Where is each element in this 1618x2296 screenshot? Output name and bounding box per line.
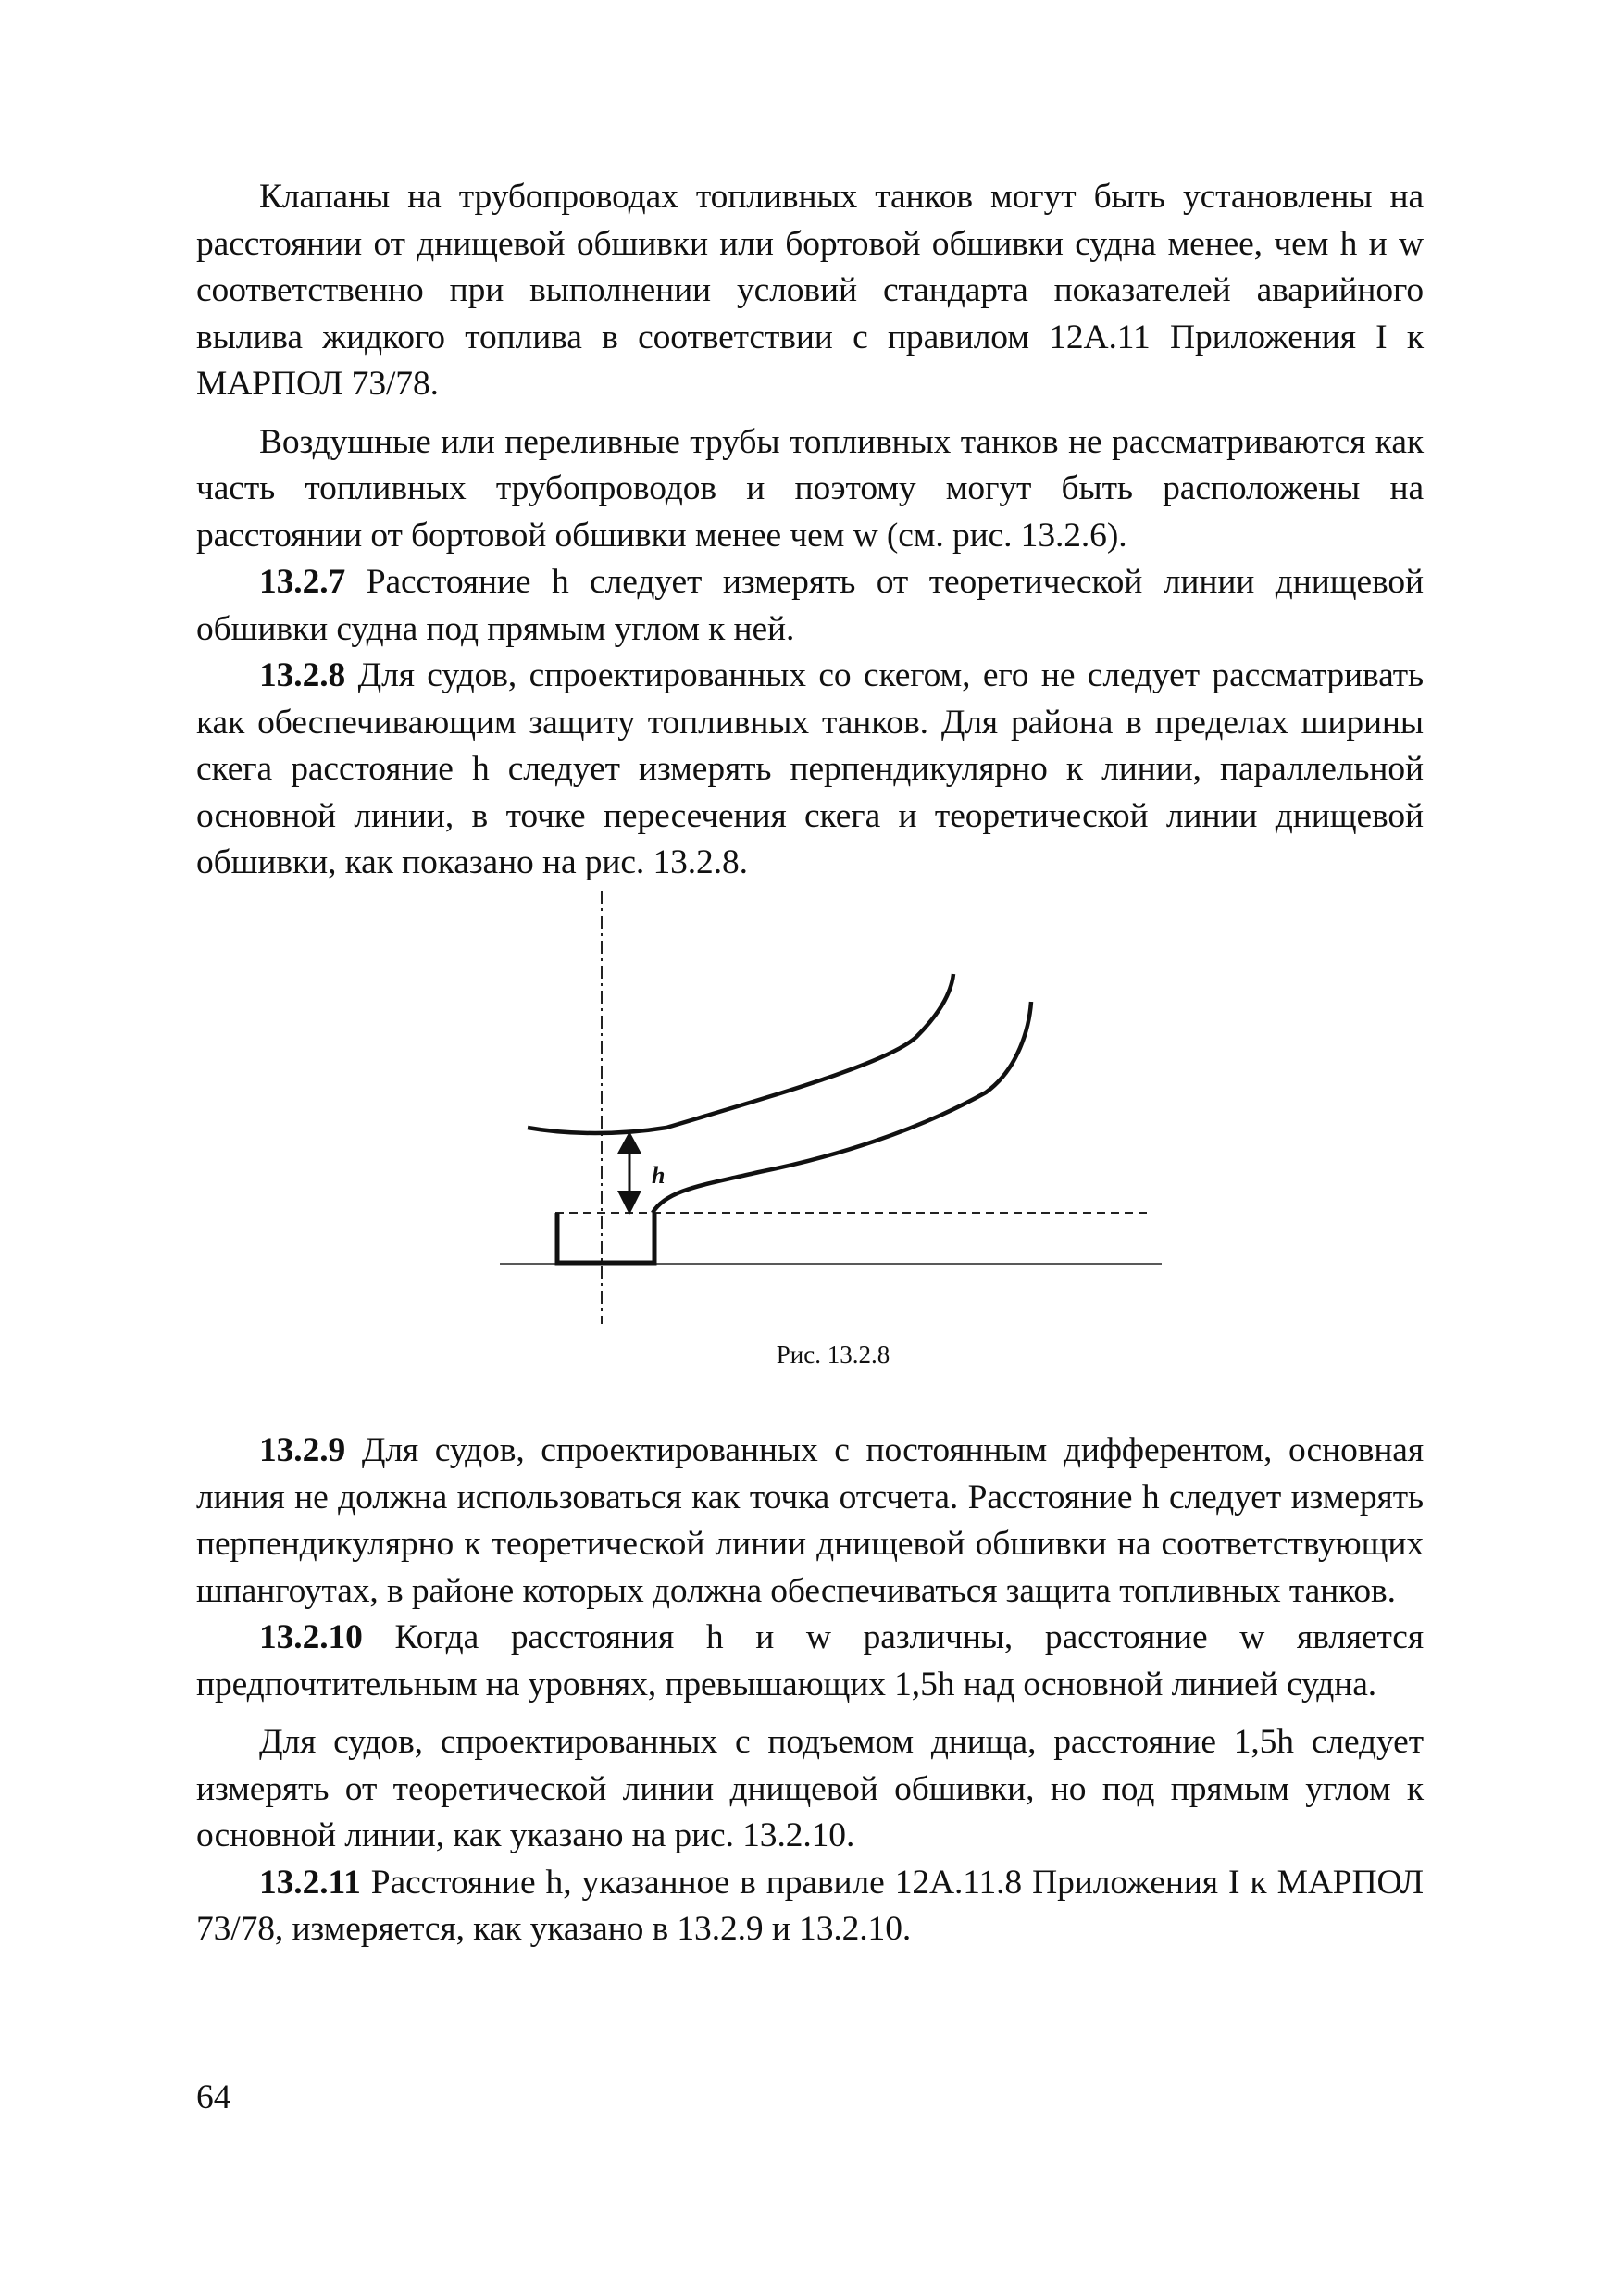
- figure-caption: Рис. 13.2.8: [776, 1341, 890, 1368]
- clause-text: Для судов, спроектированных с постоянным дифферентом, основная линия не должна использоваться как точка отсчета. Расстояние h следует измерять перпендикулярно к теоретической линии днищевой обшивки на соответствующих шпангоутах, в районе которых должна обеспечиваться защита топливных танков.: [196, 1431, 1424, 1610]
- dimension-label-h: h: [652, 1162, 666, 1189]
- paragraph-13-2-11: [196, 1860, 1424, 1953]
- hull-side-line: [653, 1002, 1031, 1213]
- paragraph-13-2-7: [196, 559, 1424, 653]
- skeg-outline: [557, 1213, 654, 1263]
- text-block-bottom: [196, 1428, 1424, 1953]
- skeg-diagram: [481, 889, 1185, 1342]
- clause-text: Расстояние h следует измерять от теоретической линии днищевой обшивки судна под прямым углом к ней.: [196, 563, 1424, 648]
- figure-13-2-8: [481, 889, 1185, 1368]
- clause-number: 13.2.7: [259, 563, 346, 601]
- paragraph-13-2-9: [196, 1428, 1424, 1615]
- clause-text: Когда расстояния h и w различны, расстояние w является предпочтительным на уровнях, превышающих 1,5h над основной линией судна.: [196, 1618, 1424, 1703]
- clause-number: 13.2.10: [259, 1618, 363, 1656]
- clause-number: 13.2.9: [259, 1431, 346, 1469]
- text-block-top: [196, 174, 1424, 887]
- paragraph-deadrise: Для судов, спроектированных с подъемом днища, расстояние 1,5h следует измерять от теоретической линии днищевой обшивки, но под прямым углом к основной линии, как указано на рис. 13.2.10.: [196, 1723, 1424, 1854]
- clause-text: Расстояние h, указанное в правиле 12А.11.8 Приложения I к МАРПОЛ 73/78, измеряется, как указано в 13.2.9 и 13.2.10.: [196, 1863, 1424, 1948]
- clause-text: Для судов, спроектированных со скегом, его не следует рассматривать как обеспечивающим защиту топливных танков. Для района в пределах ширины скега расстояние h следует измерять перпендикулярно к линии, параллельной основной линии, в точке пересечения скега и теоретической линии днищевой обшивки, как показано на рис. 13.2.8.: [196, 656, 1424, 881]
- paragraph-13-2-8: [196, 653, 1424, 887]
- clause-number: 13.2.8: [259, 656, 346, 694]
- paragraph-air-pipes: Воздушные или переливные трубы топливных танков не рассматриваются как часть топливных трубопроводов и поэтому могут быть расположены на расстоянии от бортовой обшивки менее чем w (см. рис. 13.2.6).: [196, 422, 1424, 555]
- hull-bottom-line: [528, 974, 953, 1133]
- arrow-head-up: [617, 1131, 641, 1154]
- page-number: 64: [196, 2078, 231, 2116]
- paragraph-13-2-10: [196, 1615, 1424, 1708]
- clause-number: 13.2.11: [259, 1863, 361, 1902]
- paragraph-valves: Клапаны на трубопроводах топливных танков могут быть установлены на расстоянии от днищевой обшивки или бортовой обшивки судна менее, чем h и w соответственно при выполнении условий стандарта показателей аварийного вылива жидкого топлива в соответствии с правилом 12А.11 Приложения I к МАРПОЛ 73/78.: [196, 178, 1424, 403]
- arrow-head-down: [617, 1191, 641, 1215]
